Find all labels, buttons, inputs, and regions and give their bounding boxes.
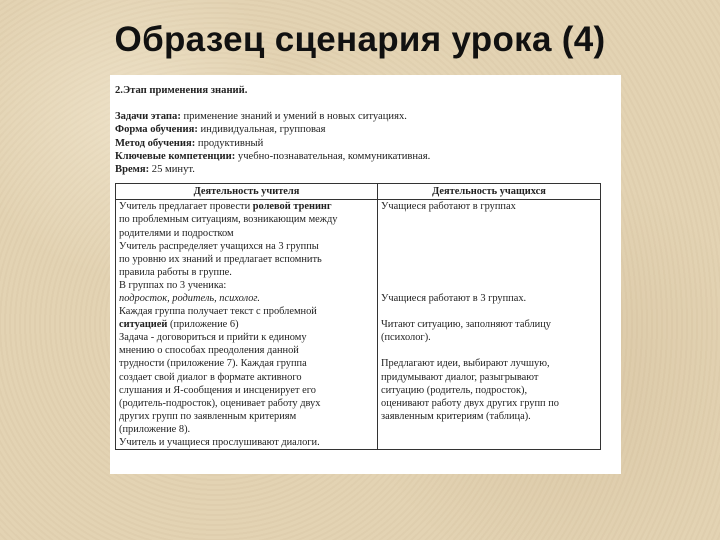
table-row — [116, 200, 601, 450]
field-competencies — [115, 150, 611, 163]
teacher-activity-cell — [116, 200, 378, 450]
teacher-line — [119, 410, 374, 423]
student-line — [381, 305, 597, 318]
teacher-line — [119, 305, 374, 318]
teacher-line-pre: по уровню их знаний и предлагает вспомнить — [119, 253, 322, 265]
student-line — [381, 344, 597, 357]
teacher-line — [119, 279, 374, 292]
teacher-line-pre: Каждая группа получает текст с проблемной — [119, 306, 317, 318]
table-header-row — [116, 184, 601, 200]
teacher-line — [119, 292, 374, 305]
teacher-line-pre: В группах по 3 ученика: — [119, 279, 227, 291]
teacher-line — [119, 200, 374, 213]
teacher-line — [119, 397, 374, 410]
teacher-line-pre: слушания и Я-сообщения и инсценирует его — [119, 384, 316, 396]
teacher-line — [119, 436, 374, 449]
teacher-line — [119, 331, 374, 344]
student-line: заявленным критериям (таблица). — [381, 410, 531, 422]
field-time — [115, 163, 611, 176]
header-student-activity: Деятельность учащихся — [378, 184, 601, 200]
teacher-line-pre: трудности (приложение 7). Каждая группа — [119, 358, 307, 370]
teacher-line-pre: Задача - договориться и прийти к единому — [119, 332, 307, 344]
field-key: Ключевые компетенции: — [115, 150, 236, 162]
teacher-line-bold: ситуацией — [119, 319, 168, 331]
teacher-line-bold: ролевой тренинг — [252, 201, 332, 213]
slide-title: Образец сценария урока (4) — [114, 20, 606, 59]
student-line — [381, 240, 597, 253]
student-line: ситуацию (родитель, подросток), — [381, 384, 528, 396]
teacher-line — [119, 213, 374, 226]
header-teacher-activity: Деятельность учителя — [116, 184, 378, 200]
field-key: Задачи этапа: — [115, 111, 181, 123]
teacher-line — [119, 318, 374, 331]
teacher-line — [119, 253, 374, 266]
teacher-line-pre: родителями и подростком — [119, 227, 234, 239]
student-line: Читают ситуацию, заполняют таблицу — [381, 319, 551, 331]
teacher-line-pre: правила работы в группе. — [119, 266, 232, 278]
student-line: Учащиеся работают в 3 группах. — [381, 292, 527, 304]
teacher-line — [119, 344, 374, 357]
teacher-line-pre: (приложение 8). — [119, 423, 191, 435]
field-form — [115, 123, 611, 136]
field-value: индивидуальная, групповая — [197, 124, 326, 136]
teacher-line — [119, 423, 374, 436]
section-heading: 2.Этап применения знаний. — [115, 85, 248, 96]
field-method — [115, 137, 611, 150]
student-line — [381, 436, 597, 449]
lesson-fields — [115, 110, 611, 176]
teacher-line-pre: создает свой диалог в формате активного — [119, 371, 302, 383]
student-line — [381, 266, 597, 279]
field-value: 25 минут. — [149, 164, 195, 176]
teacher-line — [119, 266, 374, 279]
teacher-line-pre: других групп по заявленным критериям — [119, 410, 297, 422]
teacher-line-italic: подросток, родитель, психолог. — [119, 292, 260, 304]
student-line — [381, 423, 597, 436]
teacher-line — [119, 240, 374, 253]
student-activity-cell — [378, 200, 601, 450]
student-line — [381, 279, 597, 292]
teacher-line-pre: (родитель-подросток), оценивает работу двух — [119, 397, 321, 409]
student-line: Предлагают идеи, выбирают лучшую, — [381, 358, 550, 370]
teacher-line — [119, 227, 374, 240]
field-key: Метод обучения: — [115, 137, 196, 149]
teacher-line — [119, 371, 374, 384]
activity-table — [115, 183, 601, 450]
teacher-line-pre: по проблемным ситуациям, возникающим между — [119, 214, 338, 226]
teacher-line-post: (приложение 6) — [167, 319, 239, 331]
teacher-line — [119, 357, 374, 370]
teacher-line-pre: Учитель предлагает провести — [119, 201, 253, 213]
student-line — [381, 253, 597, 266]
field-value: применение знаний и умений в новых ситуациях. — [180, 111, 407, 123]
field-value: продуктивный — [195, 137, 264, 149]
field-value: учебно-познавательная, коммуникативная. — [235, 150, 431, 162]
student-line: Учащиеся работают в группах — [381, 201, 516, 213]
field-key: Форма обучения: — [115, 124, 198, 136]
student-line: (психолог). — [381, 332, 431, 344]
student-line: придумывают диалог, разыгрывают — [381, 371, 539, 383]
teacher-line-pre: Учитель распределяет учащихся на 3 группы — [119, 240, 319, 252]
teacher-line-pre: мнению о способах преодоления данной — [119, 345, 299, 357]
teacher-line — [119, 384, 374, 397]
student-line — [381, 213, 597, 226]
document-scan — [110, 75, 621, 474]
teacher-line-pre: Учитель и учащиеся прослушивают диалоги. — [119, 437, 320, 448]
student-line: оценивают работу двух других групп по — [381, 397, 559, 409]
field-key: Время: — [115, 164, 150, 176]
field-tasks — [115, 110, 611, 123]
student-line — [381, 227, 597, 240]
